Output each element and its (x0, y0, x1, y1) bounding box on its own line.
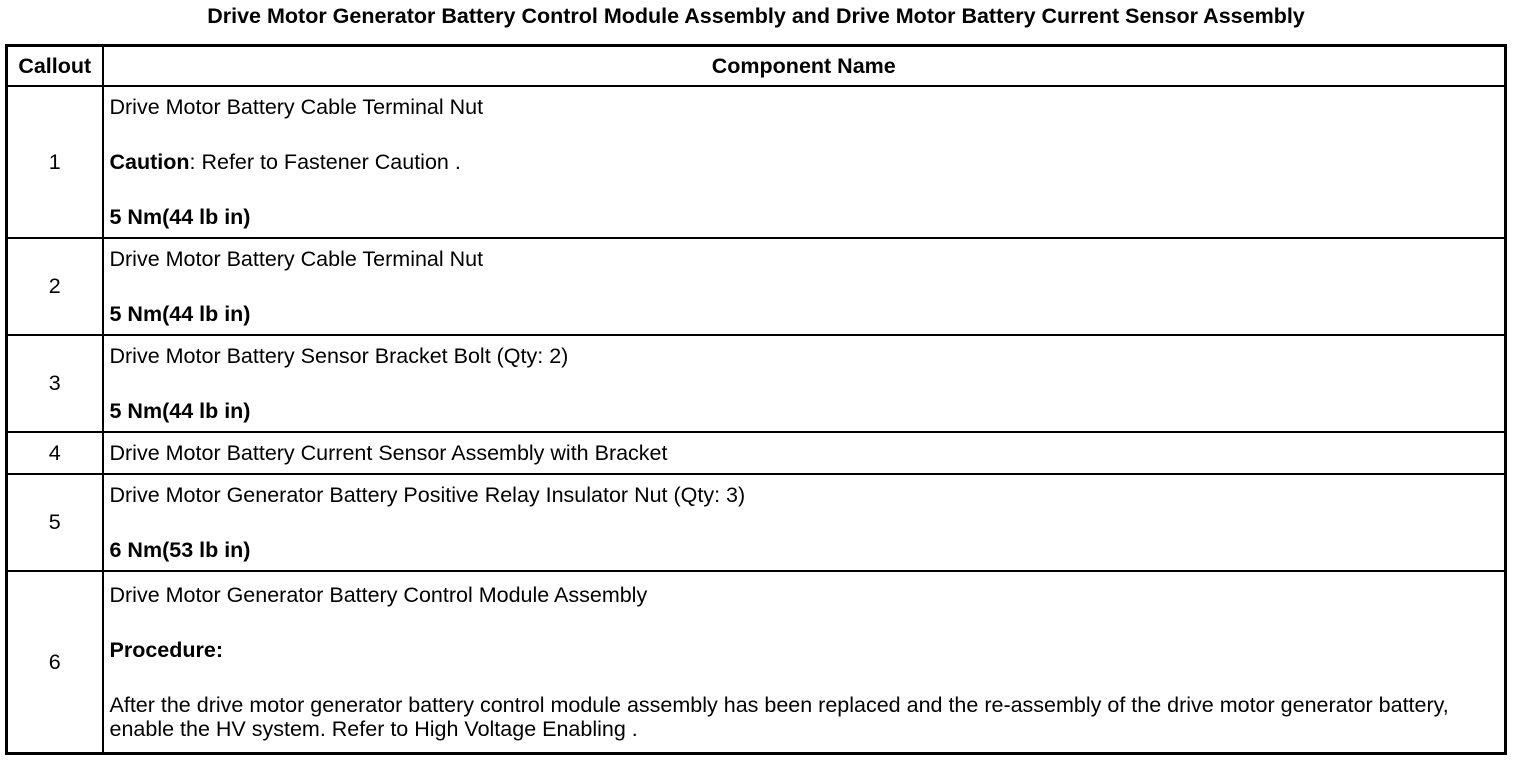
component-cell (103, 335, 1506, 432)
caution-label: Caution (109, 150, 190, 174)
component-name: Drive Motor Battery Cable Terminal Nut (109, 247, 484, 271)
header-callout: Callout (7, 46, 103, 87)
callout-number: 5 (7, 474, 103, 571)
table-row (7, 474, 1506, 571)
table-row (7, 86, 1506, 238)
component-cell (103, 86, 1506, 238)
callout-number: 4 (7, 432, 103, 474)
caution-text: : Refer to Fastener Caution . (189, 150, 461, 174)
table-row (7, 432, 1506, 474)
component-cell (103, 474, 1506, 571)
torque-spec: 5 Nm(44 lb in) (109, 399, 251, 423)
component-cell (103, 238, 1506, 335)
component-name: Drive Motor Battery Cable Terminal Nut (109, 95, 484, 119)
callout-number: 3 (7, 335, 103, 432)
callout-number: 6 (7, 571, 103, 754)
component-name: Drive Motor Battery Current Sensor Assembly with Bracket (109, 441, 668, 465)
component-cell (103, 432, 1506, 474)
table-row (7, 335, 1506, 432)
torque-spec: 6 Nm(53 lb in) (109, 538, 251, 562)
callout-table (5, 44, 1507, 755)
procedure-label: Procedure: (109, 638, 224, 662)
table-header-row (7, 46, 1506, 87)
callout-number: 1 (7, 86, 103, 238)
callout-number: 2 (7, 238, 103, 335)
table-row (7, 238, 1506, 335)
component-name: Drive Motor Battery Sensor Bracket Bolt (Qty: 2) (109, 344, 569, 368)
component-cell (103, 571, 1506, 754)
component-name: Drive Motor Generator Battery Positive Relay Insulator Nut (Qty: 3) (109, 483, 746, 507)
component-name: Drive Motor Generator Battery Control Module Assembly (109, 583, 648, 607)
procedure-text: After the drive motor generator battery control module assembly has been replaced and the re-assembly of the drive motor generator battery, enable the HV system. Refer to High Voltage Enabling . (109, 693, 1449, 741)
torque-spec: 5 Nm(44 lb in) (109, 302, 251, 326)
header-component-name: Component Name (103, 46, 1506, 87)
page-title: Drive Motor Generator Battery Control Module Assembly and Drive Motor Battery Current Sensor Assembly (207, 4, 1305, 28)
torque-spec: 5 Nm(44 lb in) (109, 205, 251, 229)
table-row (7, 571, 1506, 754)
caution-note (110, 150, 1499, 174)
